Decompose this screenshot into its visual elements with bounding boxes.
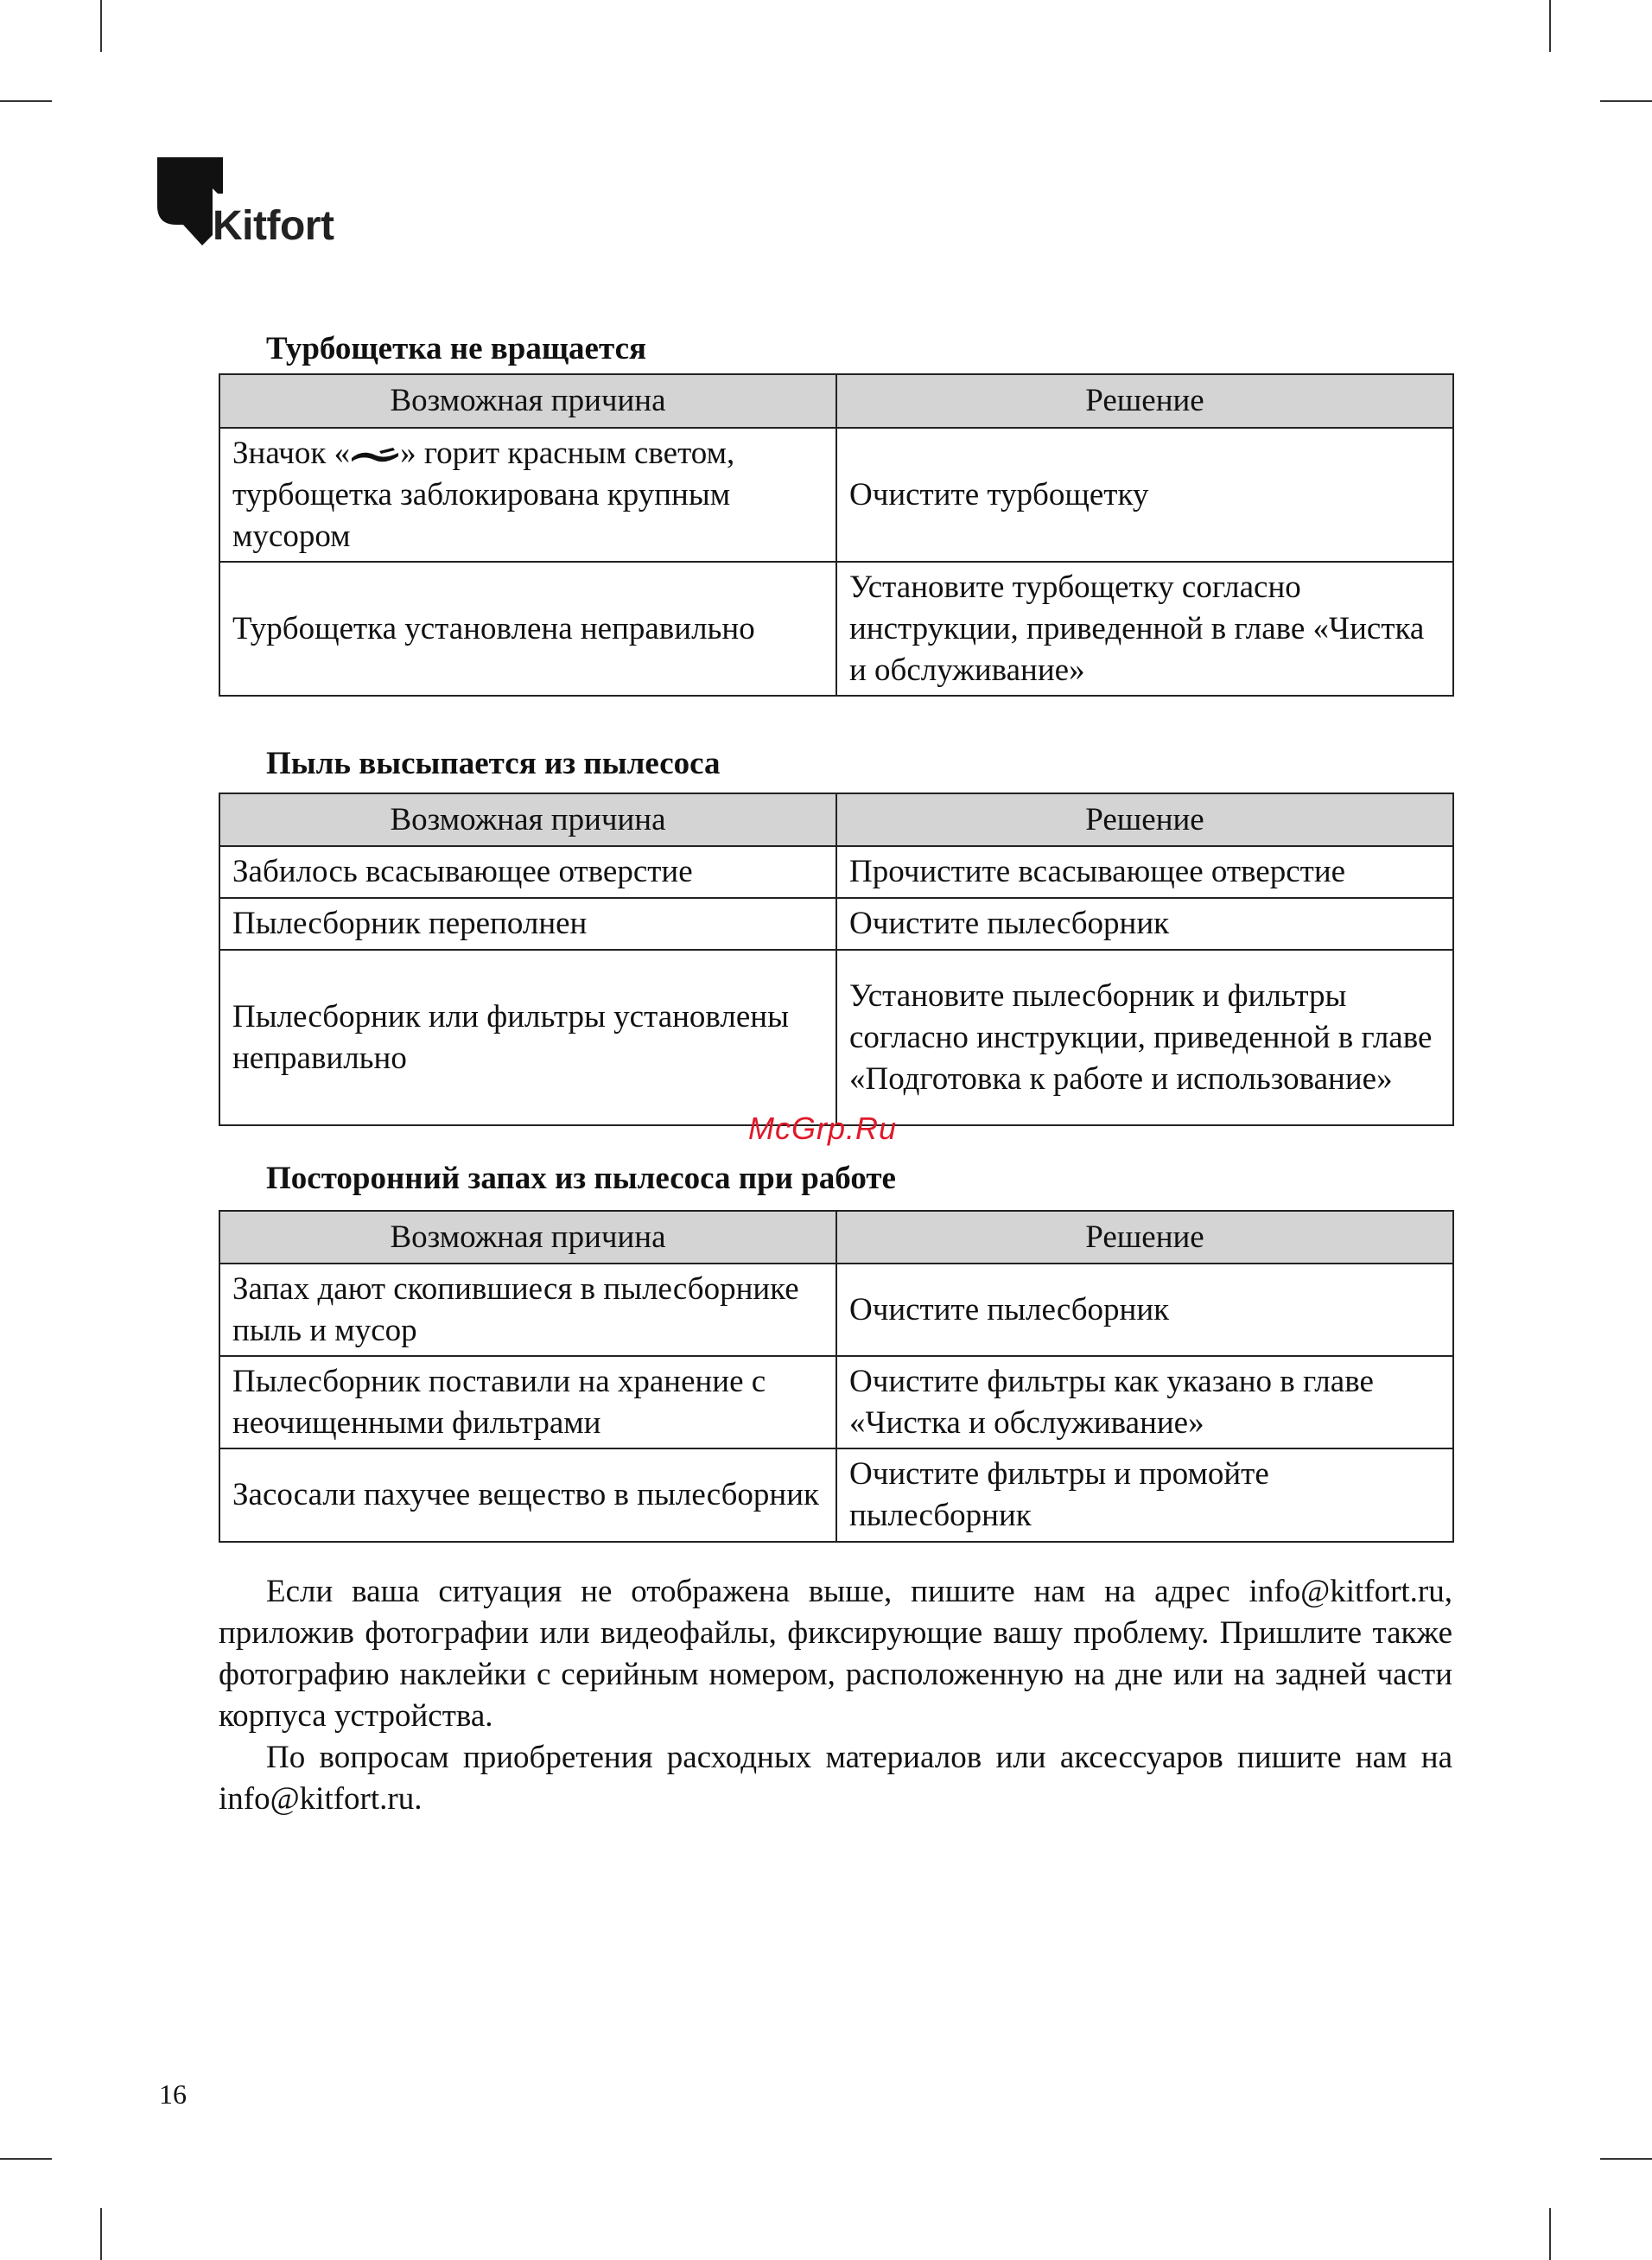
cause-cell: Пылесборник переполнен — [219, 898, 836, 950]
turbo-brush-icon — [350, 446, 400, 465]
table-row — [219, 428, 1453, 562]
cause-text-after: » горит красным светом, турбощетка заблокирована крупным мусором — [232, 435, 735, 554]
header-cause: Возможная причина — [219, 374, 836, 428]
table-header-row — [219, 1211, 1453, 1264]
troubleshooting-table — [219, 1210, 1454, 1543]
crop-mark — [0, 2158, 52, 2160]
table-row — [219, 562, 1453, 696]
brand-name: Kitfort — [213, 203, 334, 249]
solution-cell: Прочистите всасывающее отверстие — [836, 846, 1453, 898]
header-solution: Решение — [836, 793, 1453, 846]
cause-text-before: Значок « — [232, 435, 351, 471]
table-row — [219, 898, 1453, 950]
table-header-row — [219, 793, 1453, 846]
table-row — [219, 846, 1453, 898]
cause-cell: Пылесборник поставили на хранение с неочищенными фильтрами — [219, 1356, 836, 1448]
header-solution: Решение — [836, 374, 1453, 428]
table-header-row — [219, 374, 1453, 428]
crop-mark — [1549, 2208, 1551, 2260]
cause-cell: Запах дают скопившиеся в пылесборнике пыль и мусор — [219, 1264, 836, 1356]
solution-cell: Установите турбощетку согласно инструкции, приведенной в главе «Чистка и обслуживание» — [836, 562, 1453, 696]
page-number: 16 — [159, 2079, 187, 2110]
contact-text — [219, 1571, 1452, 1820]
crop-mark — [100, 0, 102, 52]
paragraph: Если ваша ситуация не отображена выше, пишите нам на адрес info@kitfort.ru, приложив фотографии или видеофайлы, фиксирующие вашу проблему. Пришлите также фотографию наклейки с серийным номером, расположенную на дне или на задней части корпуса устройства. — [219, 1574, 1452, 1734]
table-row — [219, 1448, 1453, 1542]
crop-mark — [1600, 100, 1652, 102]
crop-mark — [1600, 2158, 1652, 2160]
cause-cell: Забилось всасывающее отверстие — [219, 846, 836, 898]
cause-cell — [219, 428, 836, 562]
crop-mark — [100, 2208, 102, 2260]
solution-cell: Очистите пылесборник — [836, 898, 1453, 950]
cause-cell: Засосали пахучее вещество в пылесборник — [219, 1448, 836, 1542]
troubleshooting-table — [219, 793, 1454, 1126]
header-cause: Возможная причина — [219, 1211, 836, 1264]
crop-mark — [0, 100, 52, 102]
solution-cell: Очистите турбощетку — [836, 428, 1453, 562]
header-cause: Возможная причина — [219, 793, 836, 846]
header-solution: Решение — [836, 1211, 1453, 1264]
table-row — [219, 950, 1453, 1125]
cause-cell: Турбощетка установлена неправильно — [219, 562, 836, 696]
watermark: McGrp.Ru — [748, 1111, 898, 1146]
section-title: Пыль высыпается из пылесоса — [266, 746, 721, 781]
table-row — [219, 1356, 1453, 1448]
solution-cell: Установите пылесборник и фильтры согласно инструкции, приведенной в главе «Подготовка к работе и использование» — [836, 950, 1453, 1125]
solution-cell: Очистите фильтры и промойте пылесборник — [836, 1448, 1453, 1542]
section-title: Турбощетка не вращается — [266, 331, 647, 366]
solution-cell: Очистите фильтры как указано в главе «Чистка и обслуживание» — [836, 1356, 1453, 1448]
table-row — [219, 1264, 1453, 1356]
solution-cell: Очистите пылесборник — [836, 1264, 1453, 1356]
cause-cell: Пылесборник или фильтры установлены неправильно — [219, 950, 836, 1125]
paragraph: По вопросам приобретения расходных материалов или аксессуаров пишите нам на info@kitfort.ru. — [219, 1740, 1452, 1817]
troubleshooting-table — [219, 373, 1454, 697]
section-title: Посторонний запах из пылесоса при работе — [266, 1161, 896, 1196]
crop-mark — [1549, 0, 1551, 52]
